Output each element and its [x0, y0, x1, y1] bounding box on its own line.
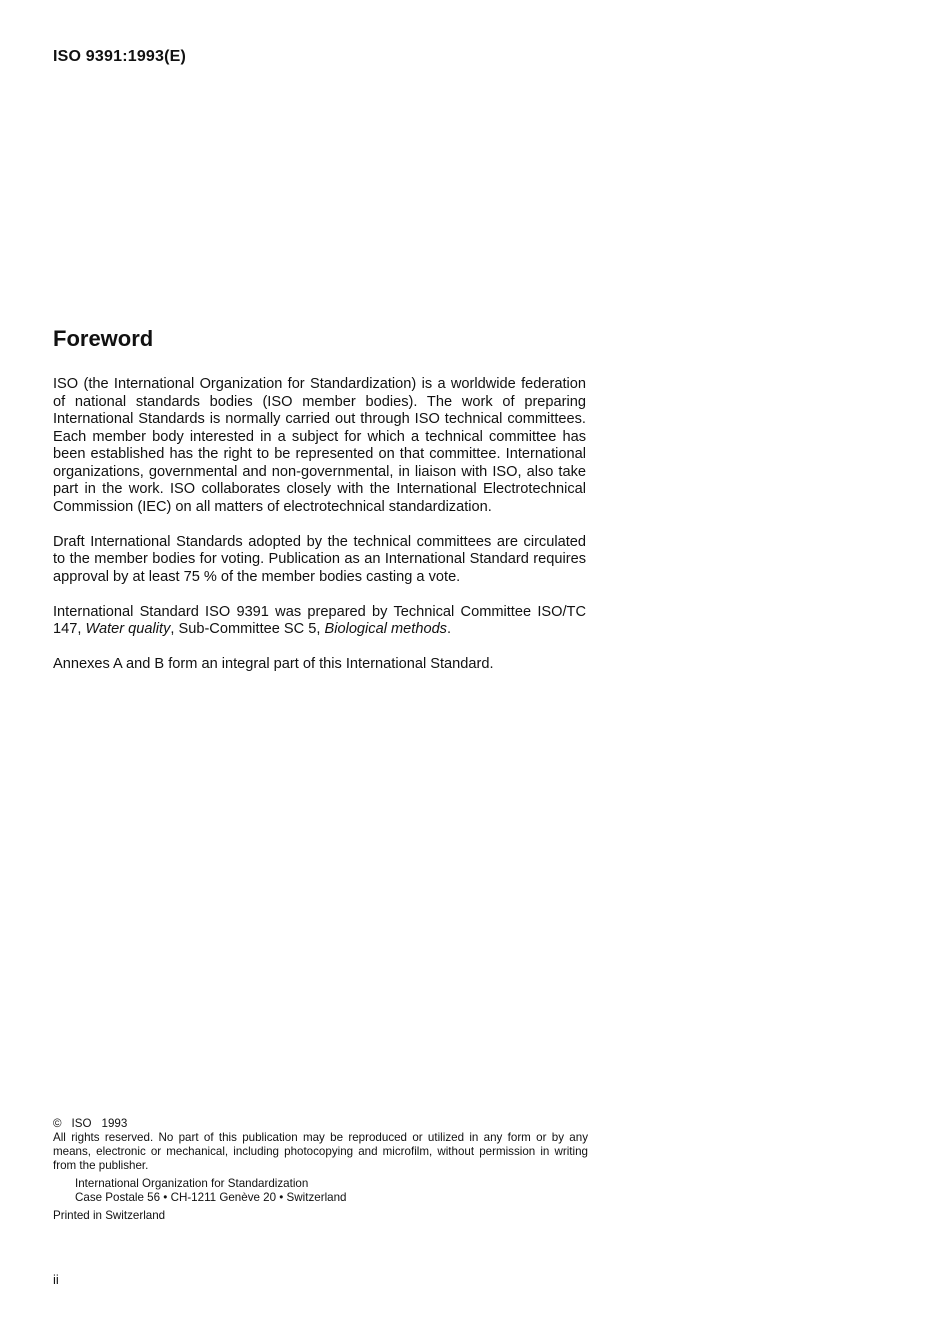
foreword-paragraph-3 [53, 604, 586, 639]
foreword-paragraph-2: Draft International Standards adopted by the technical committees are circulated to the member bodies for voting. Publication as an International Standard requires approval by at least 75 % of the member bodies casting a vote. [53, 533, 586, 585]
copyright-block [53, 1117, 588, 1223]
document-id: ISO 9391:1993(E) [53, 48, 187, 65]
publisher-address [53, 1177, 588, 1205]
copyright-notice [53, 1117, 588, 1131]
foreword-paragraph-4: Annexes A and B form an integral part of this International Standard. [53, 656, 494, 672]
rights-statement: All rights reserved. No part of this publication may be reproduced or utilized in any form or by any means, electronic or mechanical, including photocopying and microfilm, without permission in writing from the publisher. [53, 1131, 588, 1172]
foreword-paragraph-1: ISO (the International Organization for Standardization) is a worldwide federation of national standards bodies (ISO member bodies). The work of preparing International Standards is normally carried out through ISO technical committees. Each member body interested in a subject for which a technical committee has been established has the right to be represented on that committee. International organizations, governmental and non-governmental, in liaison with ISO, also take part in the work. ISO collaborates closely with the International Electrotechnical Commission (IEC) on all matters of electrotechnical standardization. [53, 376, 586, 515]
paragraph-3-text-3: . [446, 621, 452, 637]
committee-title: Water quality [85, 621, 171, 637]
address-line-1: International Organization for Standardization [75, 1177, 309, 1190]
address-line-2: Case Postale 56 • CH-1211 Genève 20 • Switzerland [75, 1191, 347, 1204]
section-title: Foreword [53, 326, 154, 351]
copyright-year: 1993 [101, 1117, 128, 1130]
paragraph-3-text-1: International Standard ISO 9391 was prepared by Technical Committee ISO/TC 147, [53, 603, 586, 637]
copyright-owner: ISO [71, 1117, 92, 1130]
foreword-body [53, 376, 586, 691]
copyright-symbol: © [53, 1117, 62, 1130]
subcommittee-title: Biological methods [324, 621, 447, 637]
page-number: ii [53, 1272, 59, 1287]
paragraph-3-text-2: , Sub-Committee SC 5, [170, 621, 325, 637]
printed-in: Printed in Switzerland [53, 1209, 166, 1222]
